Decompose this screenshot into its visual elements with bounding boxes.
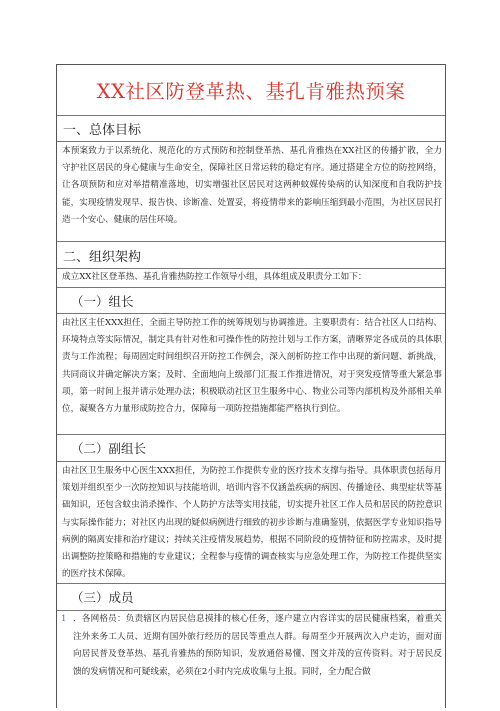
section-1-body [57, 142, 445, 242]
subsection-1-body-text: 由社区主任XXX担任，全面主导防控工作的统筹规划与协调推进。主要职责有：结合社区人口结构、环境特点等实际情况，制定具有针对性和可操作性的防控计划与工作方案，清晰界定各成员的具体职责与工作流程；每周固定时间组织召开防控工作例会，深入剖析防控工作中出现的新问题、新挑战，共同商议并确定解决方案；及时、全面地向上级部门汇报工作推进情况，对于突发疫情等重大紧急事项，第一时间上报并请示处理办法；积极联动社区卫生服务中心、物业公司等内部机构及外部相关单位，凝聚各方力量形成防控合力，保障每一项防控措施都能严格执行到位。 [62, 318, 442, 415]
subsection-2-body-text: 由社区卫生服务中心医生XXX担任，为防控工作提供专业的医疗技术支撑与指导。具体职责包括每月策划并组织至少一次防控知识与技能培训，培训内容不仅涵盖疾病的病因、传播途径、典型症状等基础知识，还包含蚊虫消杀操作、个人防护方法等实用技能，切实提升社区工作人员和居民的防控意识与实际操作能力；对社区内出现的疑似病例进行细致的初步诊断与准确鉴别，依据医学专业知识指导病例的隔离安排和治疗建议；持续关注疫情发展趋势，根据不同阶段的疫情特征和防控需求，及时提出调整防控策略和措施的专业建议；全程参与疫情的调查核实与应急处理工作，为防控工作提供坚实的医疗技术保障。 [62, 466, 442, 580]
subsection-2-heading-text: （二）副组长 [71, 441, 147, 456]
section-1-heading-text: 一、总体目标 [63, 123, 142, 138]
section-2-body [57, 269, 445, 288]
section-1-body-text: 本预案致力于以系统化、规范化的方式预防和控制登革热、基孔肯雅热在XX社区的传播扩散，全力守护社区居民的身心健康与生命安全，保障社区日常运转的稳定有序。通过搭建全方位的防控网络，让各项预防和应对举措精准落地，切实增强社区居民对这两种蚊媒传染病的认知深度和自我防护技能，实现疫情发现早、报告快、诊断准、处置妥，将疫情带来的影响压缩到最小范围，为社区居民打造一个安心、健康的居住环境。 [62, 146, 442, 225]
title-row [57, 65, 445, 116]
section-2-heading-text: 二、组织架构 [63, 249, 142, 265]
subsection-1-heading [57, 288, 445, 314]
subsection-1-heading-text: （一）组长 [71, 293, 134, 309]
subsection-2-body [57, 462, 445, 584]
section-2-heading [57, 242, 445, 269]
document-frame [56, 64, 446, 708]
subsection-2-heading [57, 435, 445, 462]
member-item-text: ．各网格员：负责辖区内居民信息摸排的核心任务，逐户建立内容详实的居民健康档案，着重关注外来务工人员、近期有国外旅行经历的居民等重点人群。每周至少开展两次入户走访，面对面向居民普及登革热、基孔肯雅热的预防知识，发放通俗易懂、图文并茂的宣传资料。对于居民反馈的发病情况和可疑线索，必须在2小时内完成收集与上报。同时，全力配合做 [73, 614, 442, 677]
subsection-1-body [57, 314, 445, 435]
member-item-number: 1 [61, 614, 67, 624]
page-title: XX社区防登革热、基孔肯雅热预案 [96, 80, 406, 103]
section-1-heading [57, 116, 445, 142]
member-list-item [57, 611, 445, 711]
subsection-3-heading-text: （三）成员 [71, 590, 134, 605]
section-2-body-text: 成立XX社区登革热、基孔肯雅热防控工作领导小组，具体组成及职责分工如下： [62, 272, 367, 282]
subsection-3-heading [57, 584, 445, 611]
